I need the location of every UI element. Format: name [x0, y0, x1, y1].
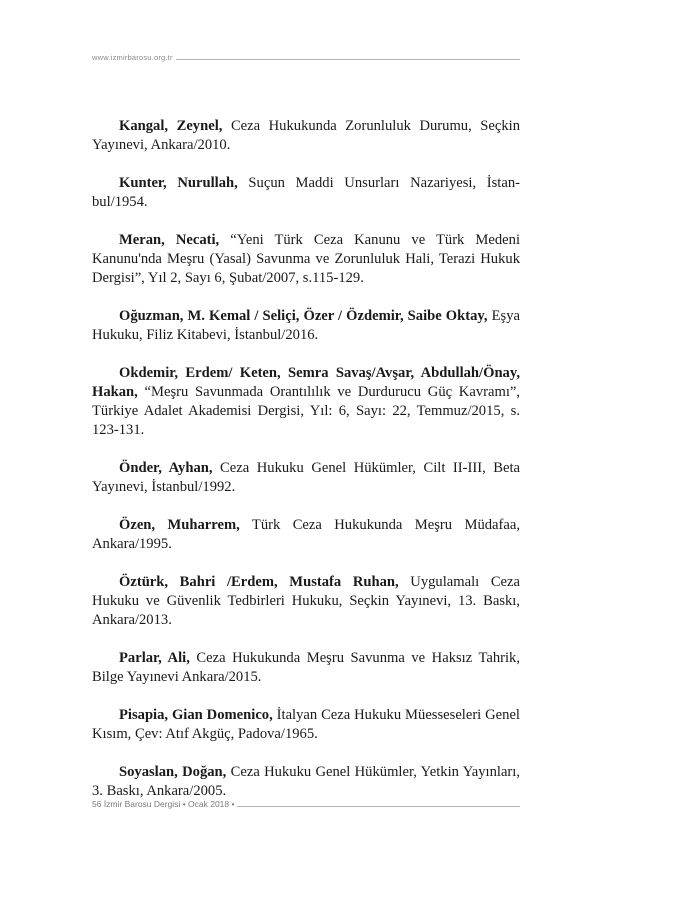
entry-author: Parlar, Ali,: [119, 650, 190, 666]
entry-author: Meran, Necati,: [119, 232, 220, 248]
entry-author: Öztürk, Bahri /Erdem, Mustafa Ruhan,: [119, 574, 399, 590]
entry-author: Pisapia, Gian Domenico,: [119, 707, 273, 723]
entry-text: İtalyan Ceza Hukuku Müesseseleri Genel Kısım, Çev: Atıf Akgüç, Padova/1965.: [92, 707, 520, 742]
entry-text: Eşya Hukuku, Filiz Kitabevi, İstanbul/2016.: [92, 308, 520, 343]
bibliography-entry: [92, 649, 520, 687]
entry-author: Özen, Muharrem,: [119, 517, 240, 533]
entry-author: Okdemir, Erdem/ Keten, Semra Savaş/Avşar, Abdullah/Önay, Hakan,: [92, 365, 520, 400]
bibliography-entry: [92, 231, 520, 288]
entry-text: Ceza Hukukunda Zorunluluk Durumu, Seçkin Yayınevi, Ankara/2010.: [92, 118, 520, 153]
entry-author: Oğuzman, M. Kemal / Seliçi, Özer / Özdemir, Saibe Oktay,: [119, 308, 488, 324]
entry-text: Uygulamalı Ceza Hukuku ve Güvenlik Tedbirleri Hukuku, Seçkin Yayınevi, 13. Baskı, Ankara/2013.: [92, 574, 520, 628]
footer-text: 56 İzmir Barosu Dergisi • Ocak 2018 •: [92, 799, 237, 809]
entry-author: Kangal, Zeynel,: [119, 118, 223, 134]
bibliography-entry: [92, 706, 520, 744]
bibliography-list: [92, 117, 520, 820]
entry-text: “Meşru Savunmada Orantılılık ve Durdurucu Güç Kavramı”, Türkiye Adalet Akademisi Dergisi, Yıl: 6, Sayı: 22, Temmuz/2015, s. 123-131.: [92, 384, 520, 438]
entry-text: Ceza Hukukunda Meşru Savunma ve Haksız Tahrik, Bilge Yayınevi Ankara/2015.: [92, 650, 521, 685]
page-footer: [92, 799, 520, 813]
bibliography-entry: [92, 573, 520, 630]
entry-text: “Yeni Türk Ceza Kanunu ve Türk Medeni Kanunu'nda Meşru (Yasal) Savunma ve Zorunluluk Hali, Terazi Hukuk Dergisi”, Yıl 2, Sayı 6, Şubat/2007, s.115-129.: [92, 232, 520, 286]
page-header: [92, 53, 520, 67]
entry-author: Önder, Ayhan,: [119, 460, 213, 476]
entry-author: Soyaslan, Doğan,: [119, 764, 227, 780]
bibliography-entry: [92, 459, 520, 497]
bibliography-entry: [92, 307, 520, 345]
bibliography-entry: [92, 763, 520, 801]
entry-text: Suçun Maddi Unsurları Nazariyesi, İstanbul/1954.: [92, 175, 521, 210]
bibliography-entry: [92, 174, 520, 212]
entry-text: Türk Ceza Hukukunda Meşru Müdafaa, Ankara/1995.: [92, 517, 520, 552]
bibliography-entry: [92, 364, 520, 440]
entry-author: Kunter, Nurullah,: [119, 175, 238, 191]
entry-text: Ceza Hukuku Genel Hükümler, Cilt II-III, Beta Yayınevi, İstanbul/1992.: [92, 460, 520, 495]
header-url: www.izmirbarosu.org.tr: [92, 53, 176, 62]
bibliography-entry: [92, 516, 520, 554]
bibliography-entry: [92, 117, 520, 155]
entry-text: Ceza Hukuku Genel Hükümler, Yetkin Yayınları, 3. Baskı, Ankara/2005.: [92, 764, 520, 799]
